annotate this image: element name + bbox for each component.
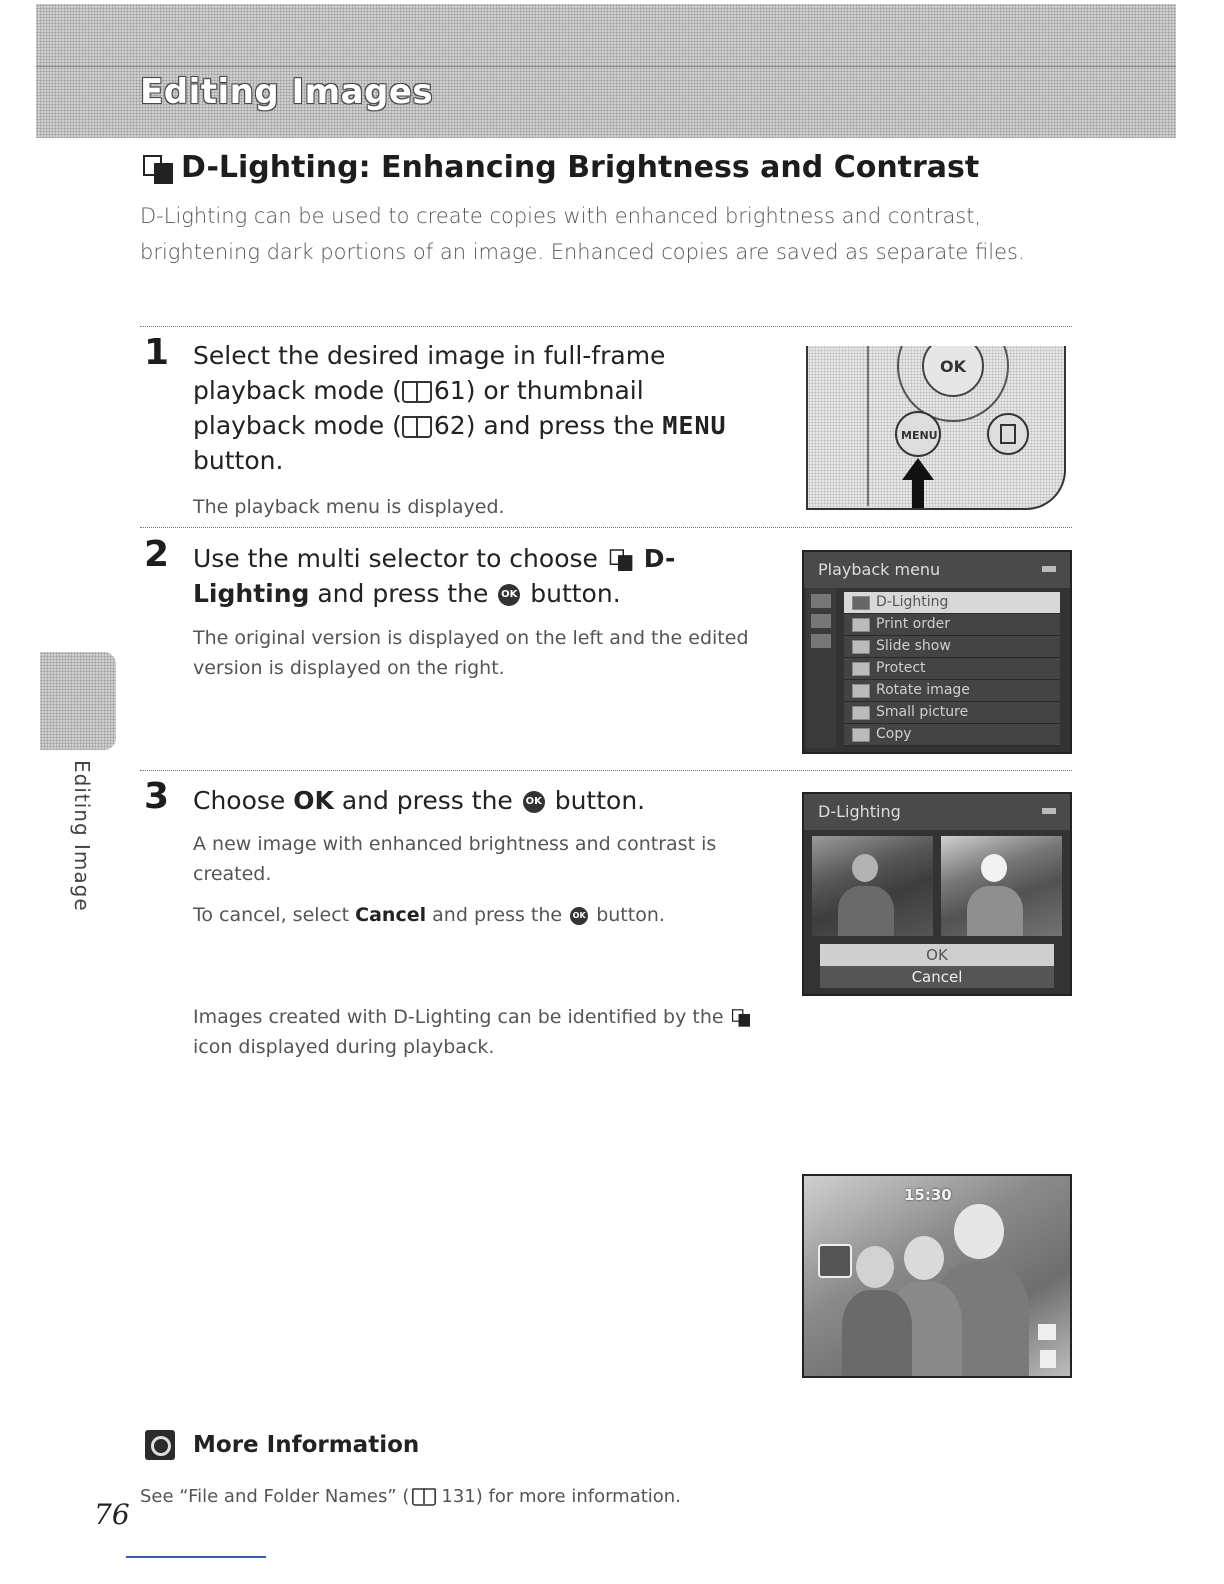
d-lighting-screen bbox=[802, 792, 1072, 996]
battery-icon bbox=[1040, 1350, 1056, 1368]
step-2-number: 2 bbox=[144, 534, 170, 575]
intro-paragraph: D-Lighting can be used to create copies with enhanced brightness and contrast, brightening dark portions of an image. Enhanced copies are saved as separate files. bbox=[140, 204, 1025, 264]
d-lighting-icon bbox=[143, 154, 173, 182]
cancel-option: Cancel bbox=[820, 966, 1054, 988]
book-reference-icon bbox=[412, 1488, 436, 1506]
d-lighting-playback-icon bbox=[732, 1009, 750, 1026]
divider bbox=[140, 326, 1072, 327]
chapter-side-tab bbox=[40, 652, 116, 750]
d-lighting-indicator-icon bbox=[818, 1244, 852, 1278]
more-info-text: See “File and Folder Names” ( 131) for more information. bbox=[140, 1486, 681, 1507]
step-1-note: The playback menu is displayed. bbox=[193, 496, 505, 518]
more-info-heading bbox=[145, 1430, 419, 1460]
divider bbox=[140, 527, 1072, 528]
menu-item: Print order bbox=[844, 614, 1060, 636]
camera-back-illustration bbox=[806, 346, 1066, 510]
divider bbox=[140, 770, 1072, 771]
chapter-header-band bbox=[36, 4, 1176, 138]
identify-note: Images created with D-Lighting can be identified by the icon displayed during playback. bbox=[193, 1002, 773, 1062]
image-size-icon bbox=[1038, 1324, 1056, 1340]
edited-image-thumbnail bbox=[941, 836, 1062, 936]
step-2-text: Use the multi selector to choose D-Lighting and press the OK button. bbox=[193, 544, 676, 608]
step-3-text: Choose OK and press the OK button. bbox=[193, 786, 646, 815]
book-reference-icon bbox=[402, 416, 432, 438]
menu-item: Slide show bbox=[844, 636, 1060, 658]
chapter-title: Editing Images bbox=[140, 72, 434, 112]
svg-text:MENU: MENU bbox=[901, 429, 938, 442]
ok-option: OK bbox=[820, 944, 1054, 966]
step-2-note: The original version is displayed on the left and the edited version is displayed on the right. bbox=[193, 627, 749, 679]
section-title-text: D-Lighting: Enhancing Brightness and Contrast bbox=[181, 150, 980, 185]
ok-button-icon: OK bbox=[523, 791, 545, 813]
menu-item: Rotate image bbox=[844, 680, 1060, 702]
more-info-title: More Information bbox=[193, 1432, 420, 1458]
screen-title: Playback menu bbox=[804, 552, 1070, 588]
playback-time: 15:30 bbox=[904, 1186, 952, 1204]
more-info-icon bbox=[145, 1430, 175, 1460]
menu-item: Protect bbox=[844, 658, 1060, 680]
original-image-thumbnail bbox=[812, 836, 933, 936]
d-lighting-icon bbox=[610, 549, 633, 570]
screen-title: D-Lighting bbox=[804, 794, 1070, 830]
ok-button-icon: OK bbox=[498, 584, 520, 606]
menu-item: Copy bbox=[844, 724, 1060, 746]
book-reference-icon bbox=[402, 381, 432, 403]
menu-item: D-Lighting bbox=[844, 592, 1060, 614]
menu-item: Small picture bbox=[844, 702, 1060, 724]
ok-button-icon: OK bbox=[570, 907, 588, 925]
svg-text:OK: OK bbox=[940, 357, 966, 376]
page-number: 76 bbox=[94, 1498, 130, 1531]
playback-screen bbox=[802, 1174, 1072, 1378]
chapter-side-label: Editing Image bbox=[70, 760, 94, 912]
step-1-text: Select the desired image in full-frame playback mode ( 61) or thumbnail playback mode ( 62) and press the MENU button. bbox=[193, 341, 727, 475]
playback-menu-screen bbox=[802, 550, 1072, 754]
step-3-cancel-note: To cancel, select Cancel and press the OK button. bbox=[193, 904, 665, 926]
footer-rule bbox=[126, 1556, 266, 1558]
section-title bbox=[143, 150, 979, 185]
step-1-number: 1 bbox=[144, 332, 170, 373]
step-3-number: 3 bbox=[144, 776, 170, 817]
step-3-note: A new image with enhanced brightness and contrast is created. bbox=[193, 833, 717, 885]
